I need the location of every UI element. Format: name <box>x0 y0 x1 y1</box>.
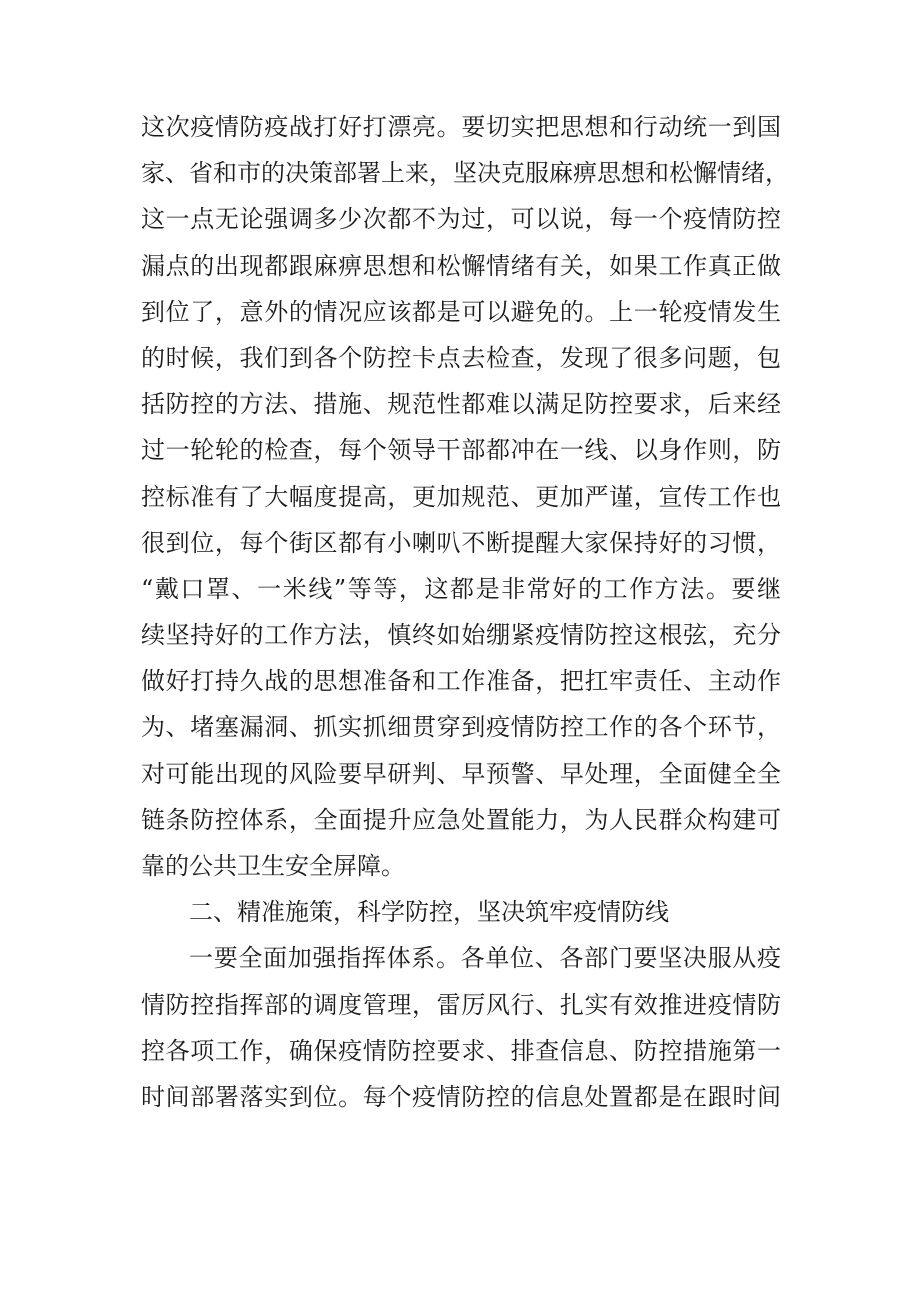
paragraph-line: 做好打持久战的思想准备和工作准备，把扛牢责任、主动作 <box>141 667 781 696</box>
paragraph-line: “戴口罩、一米线”等等，这都是非常好的工作方法。要继 <box>141 574 781 603</box>
section-heading: 二、精准施策，科学防控，坚决筑牢疫情防线 <box>189 898 669 927</box>
paragraph-line: 控各项工作，确保疫情防控要求、排查信息、防控措施第一 <box>141 1036 781 1065</box>
paragraph-line: 链条防控体系，全面提升应急处置能力，为人民群众构建可 <box>141 805 781 834</box>
paragraph-line: 漏点的出现都跟麻痹思想和松懈情绪有关，如果工作真正做 <box>141 251 781 280</box>
paragraph-line: 括防控的方法、措施、规范性都难以满足防控要求，后来经 <box>141 390 781 419</box>
paragraph-line: 家、省和市的决策部署上来，坚决克服麻痹思想和松懈情绪， <box>141 159 789 188</box>
paragraph-line: 情防控指挥部的调度管理，雷厉风行、扎实有效推进疫情防 <box>141 990 781 1019</box>
paragraph-line: 为、堵塞漏洞、抓实抓细贯穿到疫情防控工作的各个环节， <box>141 713 781 742</box>
paragraph-line: 这一点无论强调多少次都不为过，可以说，每一个疫情防控 <box>141 205 781 234</box>
paragraph-line: 控标准有了大幅度提高，更加规范、更加严谨，宣传工作也 <box>141 482 781 511</box>
paragraph-2 <box>141 935 781 1120</box>
paragraph-line: 一要全面加强指挥体系。各单位、各部门要坚决服从疫 <box>189 944 781 973</box>
paragraph-line: 靠的公共卫生安全屏障。 <box>141 852 405 880</box>
paragraph-1 <box>141 104 789 889</box>
paragraph-line: 很到位，每个街区都有小喇叭不断提醒大家保持好的习惯， <box>141 528 781 557</box>
paragraph-line: 续坚持好的工作方法，慎终如始绷紧疫情防控这根弦，充分 <box>141 621 781 650</box>
paragraph-line: 的时候，我们到各个防控卡点去检查，发现了很多问题，包 <box>141 343 781 372</box>
paragraph-line: 时间部署落实到位。每个疫情防控的信息处置都是在跟时间 <box>141 1082 781 1111</box>
paragraph-line: 这次疫情防疫战打好打漂亮。要切实把思想和行动统一到国 <box>141 113 781 141</box>
paragraph-line: 到位了，意外的情况应该都是可以避免的。上一轮疫情发生 <box>141 297 781 326</box>
document-body <box>141 104 789 1120</box>
paragraph-line: 过一轮轮的检查，每个领导干部都冲在一线、以身作则，防 <box>141 436 781 465</box>
paragraph-line: 对可能出现的风险要早研判、早预警、早处理，全面健全全 <box>141 759 781 788</box>
